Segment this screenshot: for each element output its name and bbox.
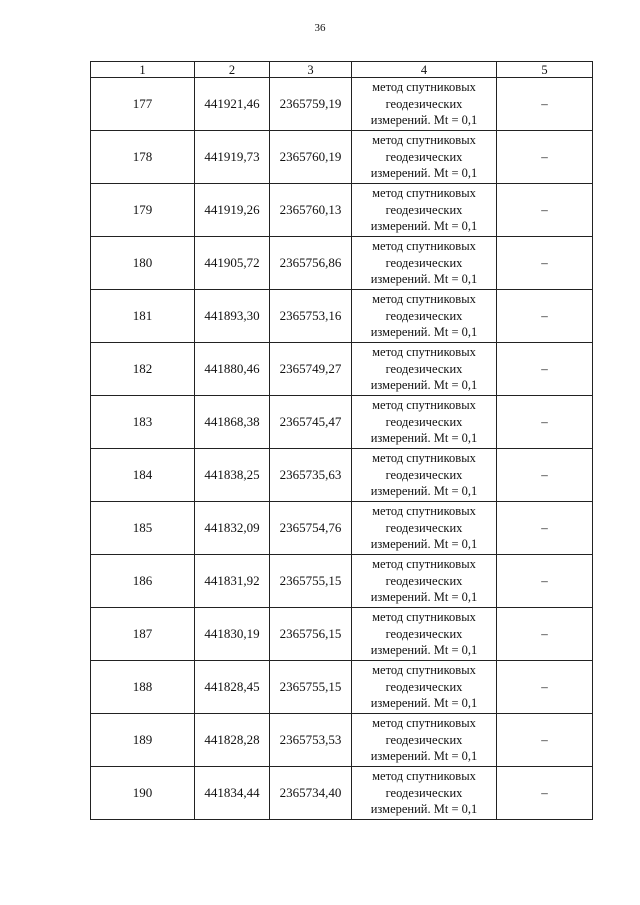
note-cell: – [497, 449, 593, 502]
point-number-cell: 188 [91, 661, 195, 714]
method-cell [352, 449, 497, 502]
method-line: геодезических [385, 96, 463, 111]
y-coordinate-cell: 2365760,13 [270, 184, 352, 237]
x-coordinate-cell: 441838,25 [195, 449, 270, 502]
method-line: измерений. Mt = 0,1 [370, 431, 478, 446]
method-line: измерений. Mt = 0,1 [370, 696, 478, 711]
method-cell [352, 343, 497, 396]
table-row [91, 661, 593, 714]
table-row [91, 237, 593, 290]
method-cell [352, 78, 497, 131]
y-coordinate-cell: 2365753,16 [270, 290, 352, 343]
table-row [91, 290, 593, 343]
y-coordinate-cell: 2365745,47 [270, 396, 352, 449]
method-line: измерений. Mt = 0,1 [370, 219, 478, 234]
table-body [91, 78, 593, 820]
method-line: метод спутниковых [372, 398, 476, 413]
table-row [91, 449, 593, 502]
method-line: измерений. Mt = 0,1 [370, 113, 478, 128]
x-coordinate-cell: 441893,30 [195, 290, 270, 343]
y-coordinate-cell: 2365759,19 [270, 78, 352, 131]
point-number-cell: 178 [91, 131, 195, 184]
point-number-cell: 184 [91, 449, 195, 502]
table-row [91, 767, 593, 820]
coordinates-table [90, 61, 593, 820]
method-line: измерений. Mt = 0,1 [370, 484, 478, 499]
method-line: метод спутниковых [372, 557, 476, 572]
method-cell [352, 131, 497, 184]
table-row [91, 714, 593, 767]
y-coordinate-cell: 2365753,53 [270, 714, 352, 767]
note-cell: – [497, 131, 593, 184]
method-line: геодезических [385, 626, 463, 641]
note-cell: – [497, 661, 593, 714]
method-line: метод спутниковых [372, 504, 476, 519]
method-line: метод спутниковых [372, 292, 476, 307]
point-number-cell: 179 [91, 184, 195, 237]
method-cell [352, 661, 497, 714]
method-line: геодезических [385, 414, 463, 429]
table-row [91, 608, 593, 661]
method-cell [352, 502, 497, 555]
method-line: метод спутниковых [372, 716, 476, 731]
page-number: 36 [314, 22, 326, 34]
method-line: геодезических [385, 520, 463, 535]
x-coordinate-cell: 441905,72 [195, 237, 270, 290]
note-cell: – [497, 608, 593, 661]
method-cell [352, 290, 497, 343]
table-row [91, 184, 593, 237]
header-col-2: 2 [195, 62, 270, 78]
method-line: геодезических [385, 308, 463, 323]
method-line: геодезических [385, 361, 463, 376]
x-coordinate-cell: 441868,38 [195, 396, 270, 449]
point-number-cell: 186 [91, 555, 195, 608]
point-number-cell: 182 [91, 343, 195, 396]
method-line: измерений. Mt = 0,1 [370, 749, 478, 764]
x-coordinate-cell: 441831,92 [195, 555, 270, 608]
table-row [91, 502, 593, 555]
method-cell [352, 237, 497, 290]
header-col-1: 1 [91, 62, 195, 78]
method-line: измерений. Mt = 0,1 [370, 272, 478, 287]
point-number-cell: 190 [91, 767, 195, 820]
method-line: геодезических [385, 679, 463, 694]
x-coordinate-cell: 441832,09 [195, 502, 270, 555]
method-line: геодезических [385, 732, 463, 747]
method-line: измерений. Mt = 0,1 [370, 378, 478, 393]
x-coordinate-cell: 441880,46 [195, 343, 270, 396]
note-cell: – [497, 184, 593, 237]
note-cell: – [497, 237, 593, 290]
y-coordinate-cell: 2365734,40 [270, 767, 352, 820]
point-number-cell: 183 [91, 396, 195, 449]
method-cell [352, 396, 497, 449]
method-line: измерений. Mt = 0,1 [370, 802, 478, 817]
y-coordinate-cell: 2365760,19 [270, 131, 352, 184]
header-col-4: 4 [352, 62, 497, 78]
x-coordinate-cell: 441834,44 [195, 767, 270, 820]
y-coordinate-cell: 2365735,63 [270, 449, 352, 502]
note-cell: – [497, 343, 593, 396]
method-cell [352, 184, 497, 237]
x-coordinate-cell: 441830,19 [195, 608, 270, 661]
y-coordinate-cell: 2365754,76 [270, 502, 352, 555]
method-line: метод спутниковых [372, 186, 476, 201]
point-number-cell: 185 [91, 502, 195, 555]
table-row [91, 131, 593, 184]
point-number-cell: 181 [91, 290, 195, 343]
method-line: геодезических [385, 573, 463, 588]
method-line: геодезических [385, 467, 463, 482]
x-coordinate-cell: 441828,45 [195, 661, 270, 714]
method-line: метод спутниковых [372, 133, 476, 148]
method-line: геодезических [385, 149, 463, 164]
note-cell: – [497, 714, 593, 767]
method-line: измерений. Mt = 0,1 [370, 643, 478, 658]
point-number-cell: 189 [91, 714, 195, 767]
method-cell [352, 767, 497, 820]
method-line: метод спутниковых [372, 451, 476, 466]
table-header [91, 62, 593, 78]
point-number-cell: 187 [91, 608, 195, 661]
table-row [91, 343, 593, 396]
point-number-cell: 177 [91, 78, 195, 131]
point-number-cell: 180 [91, 237, 195, 290]
method-line: метод спутниковых [372, 610, 476, 625]
method-line: метод спутниковых [372, 345, 476, 360]
y-coordinate-cell: 2365756,15 [270, 608, 352, 661]
y-coordinate-cell: 2365755,15 [270, 555, 352, 608]
method-cell [352, 714, 497, 767]
method-line: геодезических [385, 785, 463, 800]
header-col-5: 5 [497, 62, 593, 78]
table-row [91, 555, 593, 608]
method-line: измерений. Mt = 0,1 [370, 537, 478, 552]
method-line: геодезических [385, 202, 463, 217]
y-coordinate-cell: 2365756,86 [270, 237, 352, 290]
method-line: метод спутниковых [372, 769, 476, 784]
method-cell [352, 555, 497, 608]
method-line: метод спутниковых [372, 663, 476, 678]
note-cell: – [497, 555, 593, 608]
method-line: метод спутниковых [372, 80, 476, 95]
method-line: измерений. Mt = 0,1 [370, 166, 478, 181]
method-line: геодезических [385, 255, 463, 270]
y-coordinate-cell: 2365755,15 [270, 661, 352, 714]
method-line: измерений. Mt = 0,1 [370, 325, 478, 340]
x-coordinate-cell: 441919,73 [195, 131, 270, 184]
table-row [91, 78, 593, 131]
y-coordinate-cell: 2365749,27 [270, 343, 352, 396]
x-coordinate-cell: 441828,28 [195, 714, 270, 767]
table-row [91, 396, 593, 449]
header-col-3: 3 [270, 62, 352, 78]
note-cell: – [497, 290, 593, 343]
x-coordinate-cell: 441919,26 [195, 184, 270, 237]
method-line: метод спутниковых [372, 239, 476, 254]
note-cell: – [497, 78, 593, 131]
note-cell: – [497, 767, 593, 820]
method-cell [352, 608, 497, 661]
method-line: измерений. Mt = 0,1 [370, 590, 478, 605]
note-cell: – [497, 502, 593, 555]
note-cell: – [497, 396, 593, 449]
x-coordinate-cell: 441921,46 [195, 78, 270, 131]
header-row [91, 62, 593, 78]
